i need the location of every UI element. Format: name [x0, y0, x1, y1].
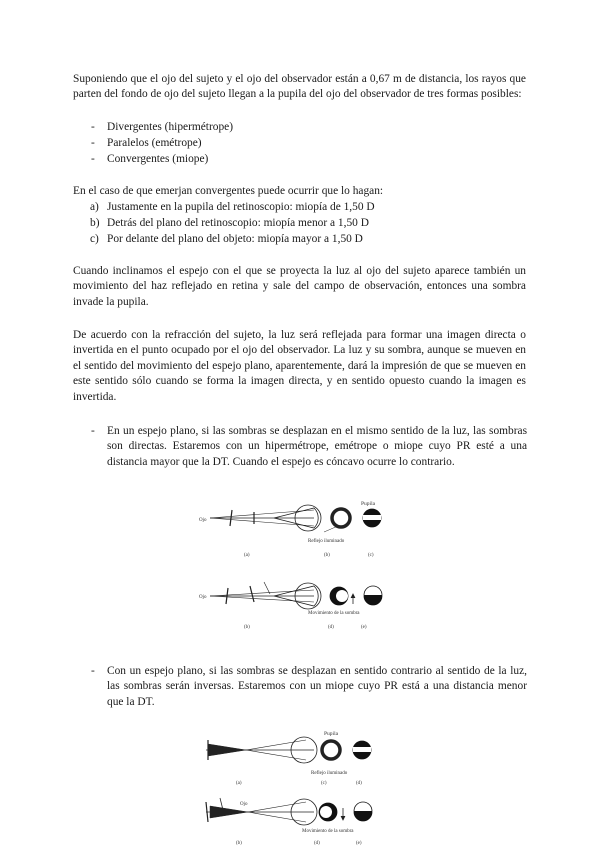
source-label: Ojo	[240, 802, 248, 807]
list-marker: c)	[90, 233, 99, 245]
convergent-intro: En el caso de que emerjan convergentes puede ocurrir que lo hagan:	[73, 185, 384, 197]
figure-direct-shadows	[196, 498, 396, 638]
shadow-paragraph: Cuando inclinamos el espejo con el que se proyecta la luz al ojo del sujeto aparece también un movimiento del haz reflejado en retina y sale del campo de observación, entonces una sombra invade la pupila.	[73, 265, 526, 308]
panel-label: (c)	[321, 781, 327, 786]
diagram-bottom	[206, 798, 373, 825]
panel-label: (c)	[368, 553, 374, 558]
list-item-case-c: Por delante del plano del objeto: miopía mayor a 1,50 D	[107, 233, 363, 245]
pupil-label: Pupila	[324, 731, 339, 737]
source-label: Ojo	[199, 518, 207, 523]
source-label: Ojo	[199, 595, 207, 600]
panel-label: (a)	[244, 553, 250, 558]
caption-sombra: Movimiento de la sombra	[308, 611, 360, 616]
diagram-top	[206, 737, 371, 763]
diagram-bottom	[210, 582, 383, 609]
panel-label: (d)	[356, 781, 362, 786]
caption-reflejo: Reflejo iluminado	[311, 771, 348, 776]
caption-sombra: Movimiento de la sombra	[302, 829, 354, 834]
list-item-paralelos: Paralelos (emétrope)	[107, 137, 202, 149]
figure-inverse-shadows	[196, 726, 392, 848]
bullet-direct-shadows: En un espejo plano, si las sombras se desplazan en el mismo sentido de la luz, las sombras son directas. Estaremos con un hipermétrope, emétrope o miope cuyo PR esté a una distancia mayor que la DT. Cuando el espejo es cóncavo ocurre lo contrario.	[107, 425, 527, 468]
bullet-marker: -	[91, 425, 95, 437]
list-marker: -	[91, 137, 95, 149]
panel-label: (d)	[328, 625, 334, 630]
pupil-label: Pupila	[361, 501, 376, 507]
panel-label: (a)	[236, 781, 242, 786]
panel-label: (b)	[324, 553, 330, 558]
list-item-divergentes: Divergentes (hipermétrope)	[107, 121, 233, 133]
intro-paragraph: Suponiendo que el ojo del sujeto y el ojo del observador están a 0,67 m de distancia, los rayos que parten del fondo de ojo del sujeto llegan a la pupila del ojo del observador de tres formas posibles:	[73, 73, 526, 101]
bullet-marker: -	[91, 665, 95, 677]
list-marker: b)	[90, 217, 100, 229]
list-marker: -	[91, 153, 95, 165]
panel-label: (b)	[236, 841, 242, 846]
caption-reflejo: Reflejo iluminado	[308, 539, 345, 544]
list-marker: -	[91, 121, 95, 133]
list-item-convergentes: Convergentes (miope)	[107, 153, 209, 165]
diagram-top	[210, 505, 381, 532]
panel-label: (e)	[356, 841, 362, 846]
list-item-case-b: Detrás del plano del retinoscopio: miopía menor a 1,50 D	[107, 217, 369, 229]
panel-label: (e)	[361, 625, 367, 630]
panel-label: (d)	[314, 841, 320, 846]
refraction-paragraph: De acuerdo con la refracción del sujeto, la luz será reflejada para formar una imagen directa o invertida en el punto ocupado por el ojo del observador. La luz y su sombra, aunque se mueven en el sentido del movimiento del espejo plano, aparentemente, dará la impresión de que se mueven en este sentido sólo cuando se forma la imagen directa, y en sentido opuesto cuando la imagen es invertida.	[73, 329, 526, 403]
list-item-case-a: Justamente en la pupila del retinoscopio: miopía de 1,50 D	[107, 201, 375, 213]
list-marker: a)	[90, 201, 99, 213]
panel-label: (b)	[244, 625, 250, 630]
bullet-inverse-shadows: Con un espejo plano, si las sombras se desplazan en sentido contrario al sentido de la luz, las sombras serán inversas. Estaremos con un miope cuyo PR está a una distancia menor que la DT.	[107, 665, 527, 708]
